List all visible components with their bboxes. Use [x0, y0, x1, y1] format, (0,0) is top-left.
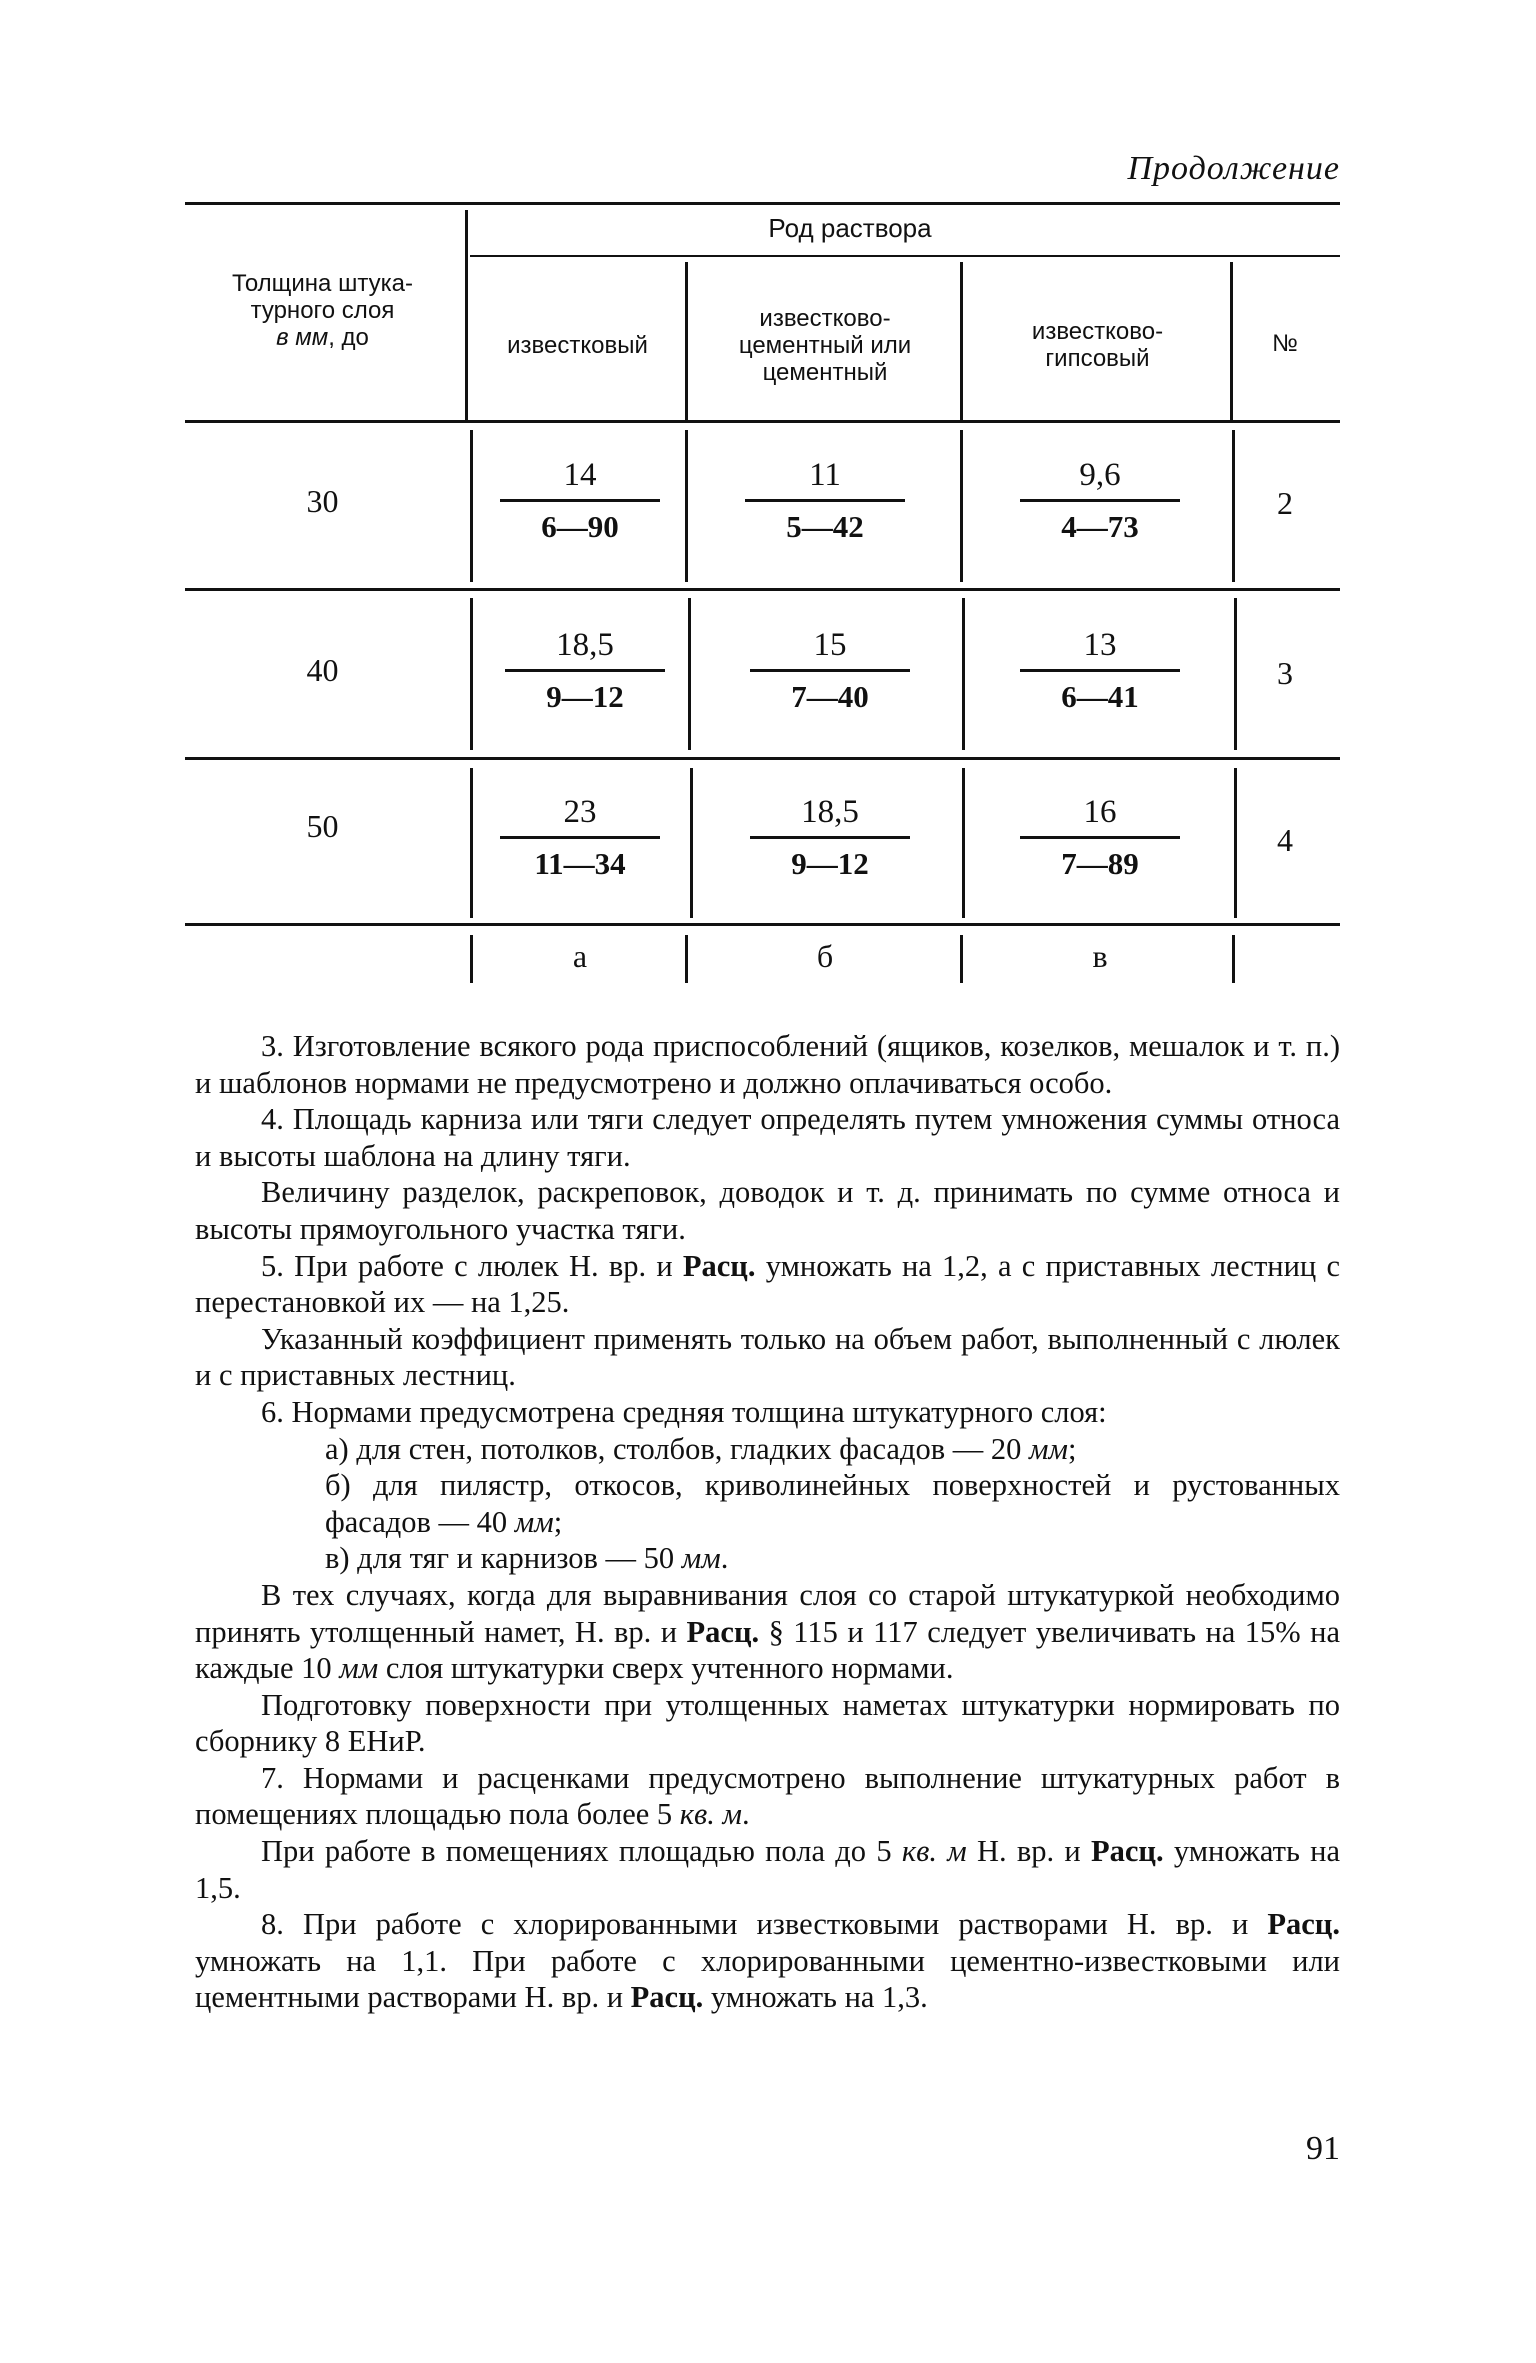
table-cell: 11 5—42 [745, 455, 905, 546]
table-cell: 14 6—90 [500, 455, 660, 546]
table-cell: 13 6—41 [1020, 625, 1180, 716]
row2-divider-2 [688, 598, 691, 750]
table-cell: 18,5 9—12 [505, 625, 665, 716]
letters-divider-3 [960, 935, 963, 983]
row-rule-2 [185, 757, 1340, 760]
table-cell: 9,6 4—73 [1020, 455, 1180, 546]
row-thickness: 50 [306, 808, 339, 844]
header-divider-4 [1230, 262, 1233, 420]
row1-divider-2 [685, 430, 688, 582]
paragraph-5c: Указанный коэффициент применять только на объем работ, выполненный с люлек и с приставных лестниц. [195, 1321, 1340, 1393]
paragraph-7: 7. Нормами и расценками предусмотрено выполнение штукатурных работ в помещениях площадью пола более 5 кв. м. [195, 1760, 1340, 1832]
row-thickness: 30 [306, 483, 339, 519]
header-divider-2 [685, 262, 688, 420]
letters-divider-1 [470, 935, 473, 983]
letters-divider-2 [685, 935, 688, 983]
column-header-number: № [1272, 330, 1298, 357]
header-divider-3 [960, 262, 963, 420]
continuation-label: Продолжение [1127, 150, 1340, 187]
thickness-header: Толщина штука- турного слоя в мм, до [232, 270, 413, 351]
header-bottom-rule [185, 420, 1340, 423]
column-header-lime: известковый [507, 332, 648, 359]
row3-divider-1 [470, 768, 473, 918]
column-letter: в [1092, 938, 1108, 974]
paragraph-6: 6. Нормами предусмотрена средняя толщина штукатурного слоя: [261, 1394, 1107, 1429]
paragraph-4b: Величину разделок, раскреповок, доводок и т. д. принимать по сумме относа и высоты прямоугольного участка тяги. [195, 1175, 1340, 1246]
row-number: 2 [1277, 485, 1293, 521]
table-cell: 23 11—34 [500, 792, 660, 883]
column-header-lime-gypsum: известково- гипсовый [1031, 318, 1164, 372]
paragraph-4: 4. Площадь карниза или тяги следует определять путем умножения суммы относа и высоты шаблона на длину тяги. [195, 1102, 1340, 1173]
table-bottom-rule [185, 923, 1340, 926]
table-top-rule [185, 202, 1340, 205]
row-number: 3 [1277, 655, 1293, 691]
page-number: 91 [1306, 2130, 1340, 2167]
row1-divider-3 [960, 430, 963, 582]
group-header-rule [470, 255, 1340, 257]
row3-divider-3 [962, 768, 965, 918]
group-header: Род раствора [768, 213, 932, 243]
paragraph-6d: В тех случаях, когда для выравнивания слоя со старой штукатуркой необходимо принять утолщенный намет, Н. вр. и Расц. § 115 и 117 следует увеличивать на 15% на каждые 10 мм слоя штукатурки сверх учтенного нормами. [195, 1577, 1340, 1686]
table-cell: 18,5 9—12 [750, 792, 910, 883]
table-cell: 15 7—40 [750, 625, 910, 716]
column-letter: а [572, 938, 588, 974]
row3-divider-2 [690, 768, 693, 918]
column-header-lime-cement: известково- цементный или цементный [738, 305, 912, 386]
paragraph-3: 3. Изготовление всякого рода приспособлений (ящиков, козелков, мешалок и т. п.) и шаблонов нормами не предусмотрено и должно оплачиваться особо. [195, 1029, 1340, 1100]
paragraph-7b: При работе в помещениях площадью пола до 5 кв. м Н. вр. и Расц. умножать на 1,5. [195, 1834, 1340, 1905]
paragraph-8: 8. При работе с хлорированными известковыми растворами Н. вр. и Расц. умножать на 1,1. При работе с хлорированными цементно-известковыми или цементными растворами Н. вр. и Расц. умножать на 1,3. [195, 1907, 1340, 2015]
paragraph-5: 5. При работе с люлек Н. вр. и Расц. умножать на 1,2, а с приставных лестниц с перестановкой их — на 1,25. [195, 1248, 1340, 1320]
list-item-6c: в) для тяг и карнизов — 50 мм. [325, 1541, 729, 1576]
letters-divider-4 [1232, 935, 1235, 983]
row1-divider-1 [470, 430, 473, 582]
column-letter: б [816, 938, 834, 974]
header-divider-1 [465, 210, 468, 420]
row2-divider-3 [962, 598, 965, 750]
row2-divider-1 [470, 598, 473, 750]
row-thickness: 40 [306, 652, 339, 688]
body-text [195, 1028, 1340, 2016]
row-number: 4 [1277, 822, 1293, 858]
table-cell: 16 7—89 [1020, 792, 1180, 883]
list-item-6a: а) для стен, потолков, столбов, гладких фасадов — 20 мм; [325, 1431, 1077, 1466]
list-item-6b: б) для пилястр, откосов, криволинейных поверхностей и рустованных фасадов — 40 мм; [325, 1468, 1340, 1539]
paragraph-6e: Подготовку поверхности при утолщенных наметах штукатурки нормировать по сборнику 8 ЕНиР. [195, 1687, 1340, 1759]
row-rule-1 [185, 588, 1340, 591]
